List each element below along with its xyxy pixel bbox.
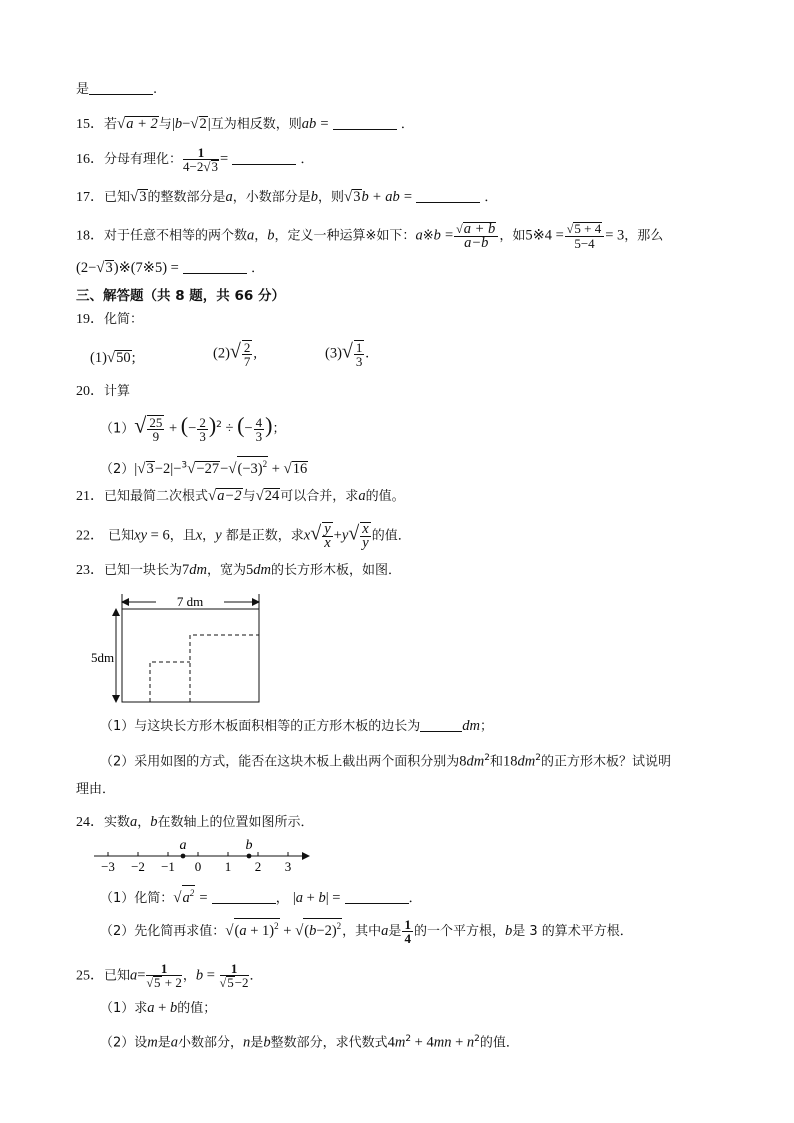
square-8-outline (150, 662, 190, 702)
answer-blank[interactable] (212, 891, 276, 904)
board-figure (88, 588, 268, 710)
question-17: 17．已知√3的整数部分是a，小数部分是b，则√3b + ab = ． (76, 189, 498, 205)
point-b (247, 854, 252, 859)
question-19-part2: (2)√ $\frac{2}{7}$ , (213, 340, 258, 369)
answer-blank[interactable] (232, 152, 296, 165)
fraction: $\frac{1}{√5 + 2}$ (146, 961, 182, 990)
question-25: 25．已知a= $\frac{1}{√5 + 2}$ ，b = $\frac{1}{√5-2}$ ． (76, 961, 263, 990)
axis-tick-label: −1 (161, 859, 175, 874)
answer-blank[interactable] (183, 261, 247, 274)
answer-blank[interactable] (420, 719, 462, 732)
question-25-part1: （1）求a + b的值； (100, 1000, 217, 1016)
question-21: 21．已知最简二次根式√a−2与√24可以合并，求a的值。 (76, 488, 405, 504)
point-b-label: b (245, 838, 253, 853)
axis-tick-label: 0 (194, 859, 202, 874)
height-label: 5dm (91, 650, 115, 665)
question-19-parts: (1)√50; (90, 350, 136, 366)
axis-arrow (302, 852, 310, 860)
axis-tick-label: 3 (284, 859, 292, 874)
answer-blank[interactable] (416, 190, 480, 203)
answer-blank[interactable] (345, 891, 409, 904)
question-24-part1: （1）化简：$√a^2$ = ， |a + b| = ． (100, 885, 422, 907)
question-23-part2: （2）采用如图的方式，能否在这块木板上截出两个面积分别为$8dm^2$和$18dm^2$的正方形木板？试说明 (100, 753, 671, 770)
width-label: 7 dm (176, 594, 204, 609)
q14-tail: 是 . (76, 82, 158, 97)
fraction: $\frac{√a + b}{a-b}$ (454, 222, 498, 250)
question-19-part3: (3)√ $\frac{1}{3}$ . (325, 340, 370, 369)
question-15: 15．若√a + 2与|b−√2|互为相反数，则ab = ． (76, 116, 414, 132)
point-a-label: a (179, 838, 187, 853)
fraction: $\frac{1}{4}$ (404, 917, 411, 946)
question-22: 22． 已知xy = 6，且x，y 都是正数，求x√ $\frac{y}{x}$ +y√ $\frac{x}{y}$ 的值． (76, 521, 411, 551)
fraction: $\frac{1}{4-2√3}$ (183, 145, 218, 174)
question-18: 18．对于任意不相等的两个数a，b，定义一种运算※如下：a※b = $\frac{√a + b}{a-b}$ ，如5※4 = $\frac{√5 + 4}{5-4}$ = 3，那么 (76, 221, 664, 251)
question-24-part2: （2）先化简再求值：$√(a + 1)^2 + √(b-2)^2$，其中a是 $\frac{1}{4}$ 的一个平方根，b是 3 的算术平方根． (100, 917, 633, 946)
answer-blank[interactable] (89, 82, 153, 95)
question-23-part2-cont: 理由． (76, 782, 116, 797)
question-23-part1: （1）与这块长方形木板面积相等的正方形木板的边长为 dm； (100, 718, 494, 734)
question-20-part1: （1）√ $\frac{25}{9}$ + (− $\frac{2}{3}$ )$^2$ ÷ (− $\frac{4}{3}$ )； (100, 412, 286, 444)
fraction: $\frac{1}{√5-2}$ (219, 961, 249, 990)
point-a (181, 854, 186, 859)
fraction: $\frac{√5 + 4}{5-4}$ (565, 222, 604, 250)
question-25-part2: （2）设m是a小数部分，n是b整数部分，求代数式$4m^2 + 4mn + n^2$的值． (100, 1034, 519, 1051)
question-20-part2: $(2)|√3-2|-^3√-27-√(-3)^2 + √16$ (100, 456, 308, 478)
axis-tick-label: 1 (224, 859, 232, 874)
axis-tick-label: 2 (254, 859, 262, 874)
square-18-outline (190, 635, 259, 702)
question-20: 20．计算 (76, 384, 131, 399)
answer-blank[interactable] (333, 117, 397, 130)
question-24: 24．实数a，b在数轴上的位置如图所示． (76, 814, 314, 830)
axis-tick-label: −3 (101, 859, 115, 874)
question-23: 23．已知一块长为7dm，宽为5dm的长方形木板，如图． (76, 562, 402, 578)
axis-tick-label: −2 (131, 859, 145, 874)
question-16: 16．分母有理化： $\frac{1}{4-2√3}$ = ． (76, 145, 314, 174)
question-19: 19．化简： (76, 312, 144, 327)
board-rectangle (122, 609, 259, 702)
question-18-line2: (2−√3)※(7※5) = ． (76, 260, 265, 276)
number-line (90, 832, 310, 874)
section-heading: 三、解答题（共 8 题，共 66 分） (76, 288, 285, 304)
